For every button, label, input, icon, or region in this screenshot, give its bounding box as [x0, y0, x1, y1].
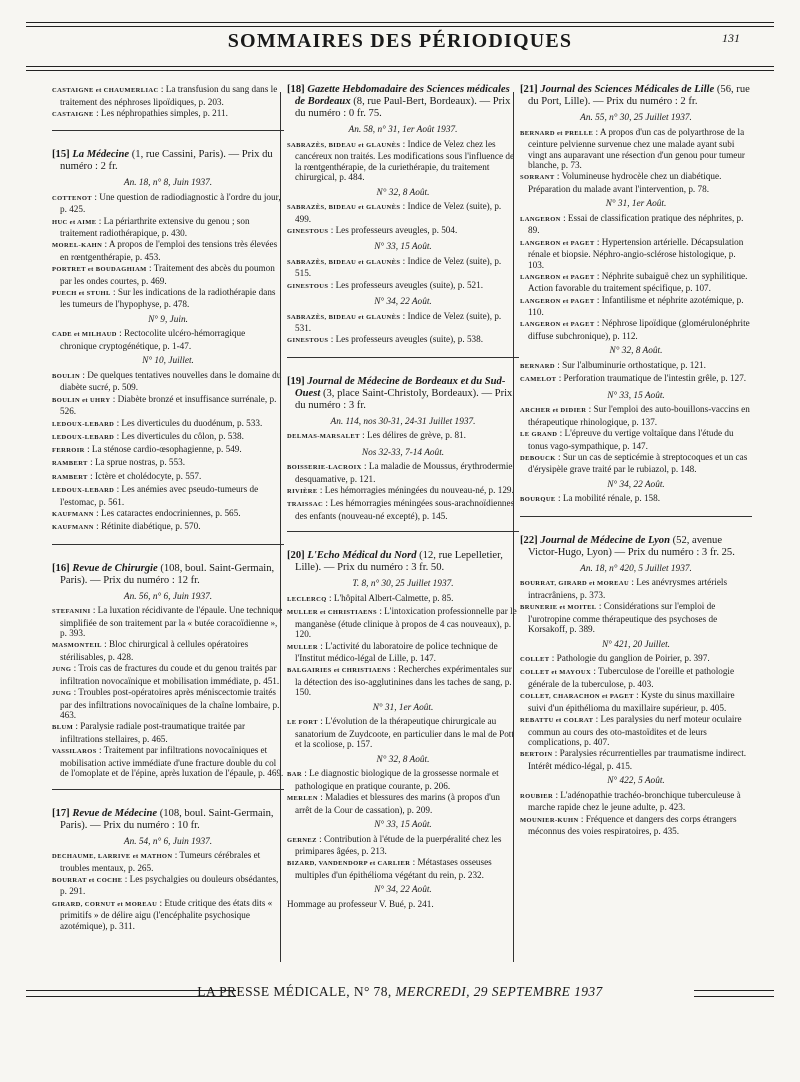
periodical-number: [22] [520, 534, 538, 546]
article-authors: CASTAIGNE et CHAUMERLIAC [52, 87, 159, 94]
column-3 [520, 84, 752, 974]
article-authors: BOULIN [52, 372, 81, 380]
article-title: : La luxation récidivante de l'épaule. Une technique simplifiée de son traitement par la « butée coracoïdienne », p. 393. [60, 605, 283, 639]
article-entry [520, 714, 752, 748]
article-entry [52, 192, 284, 215]
article-authors: MASMONTEIL [52, 642, 102, 650]
periodical-number: [21] [520, 84, 538, 95]
periodical-title: Revue de Chirurgie [72, 562, 158, 574]
article-title: : Sur les indications de la radiothérapie dans les tumeurs de l'hypophyse, p. 478. [60, 286, 276, 310]
issue-date: N° 9, Juin. [148, 314, 188, 325]
article-title: : Indice de Velez chez les cancéreux non traités. Les modifications sous l'influence de la rœntgenthérapie, de la curiethérapie, du traitement chirurgical, p. 484. [295, 138, 515, 182]
article-authors: LANGERON [520, 215, 561, 223]
article-entry [287, 834, 519, 857]
periodical-number: [16] [52, 562, 70, 574]
article-authors: SABRAZÈS, BIDEAU et GLAUNÈS [287, 313, 401, 321]
issue-date: An. 55, n° 30, 25 Juillet 1937. [580, 113, 692, 123]
header-rule-bottom-2 [26, 70, 774, 71]
article-authors: BERNARD et PRELLE [520, 129, 594, 137]
article-entry [520, 237, 752, 271]
article-entry [52, 874, 284, 897]
article-authors: BOURRAT, GIRARD et MOREAU [520, 580, 630, 588]
article-entry [52, 239, 284, 262]
article-entry [287, 225, 519, 238]
article-title: : L'épreuve du vertige voltaïque dans l'étude du tonus vago-sympathique, p. 147. [528, 428, 734, 451]
article-authors: RIVIÈRE [287, 488, 318, 496]
article-entry [287, 311, 519, 334]
article-authors: SABRAZÈS, BIDEAU et GLAUNÈS [287, 258, 401, 266]
article-authors: LANGERON et PAGET [520, 321, 595, 329]
section-gap [52, 790, 284, 808]
issue-date: An. 18, n° 8, Juin 1937. [123, 178, 213, 189]
periodical-details: (1, rue Cassini, Paris). — Prix du numéro : 2 fr. [60, 149, 273, 173]
article-entry [287, 593, 519, 606]
article-authors: GINESTOUS [287, 227, 329, 235]
article-authors: GINESTOUS [287, 282, 329, 290]
issue-date: N° 10, Juillet. [142, 356, 194, 367]
article-entry [287, 201, 519, 224]
article-entry [52, 850, 284, 873]
periodical-heading [287, 376, 519, 412]
article-authors: BRUNERIE et MOITEL [520, 604, 597, 612]
periodical-details: (3, place Saint-Christoly, Bordeaux). — Prix du numéro : 3 fr. [295, 387, 513, 411]
article-authors: BOURRAT et COCHE [52, 876, 123, 884]
periodical-title: Journal de Médecine de Lyon [540, 534, 670, 546]
article-authors: CASTAIGNE [52, 110, 94, 118]
periodical-number: [15] [52, 149, 70, 161]
article-authors: BERTOIN [520, 751, 553, 759]
article-title: : Ictère et cholédocyte, p. 557. [90, 470, 202, 481]
footer-rule-right [694, 990, 774, 991]
issue-date: N° 32, 8 Août. [376, 754, 430, 765]
article-title: : Indice de Velez (suite), p. 499. [295, 201, 502, 224]
article-title: : L'activité du laboratoire de police technique de l'Institut médico-légal de Lille, p. 147. [295, 640, 498, 664]
article-authors: COTTENOT [52, 194, 93, 202]
column-1 [52, 84, 284, 974]
article-authors: BALGAIRIES et CHRISTIAENS [287, 667, 391, 675]
article-entry [520, 690, 752, 713]
article-authors: LE FORT [287, 719, 318, 727]
section-gap [52, 131, 284, 149]
article-entry [52, 508, 284, 521]
article-entry [520, 814, 752, 837]
article-title: : Les paralysies du nerf moteur oculaire commun au cours des oto-mastoïdites et de leurs complications, p. 407. [528, 714, 742, 748]
article-title: Hommage au professeur V. Bué, p. 241. [287, 898, 434, 909]
article-entry [520, 428, 752, 451]
section-gap [287, 358, 519, 376]
article-title: : Paralysies récurrentielles par traumatisme indirect. Intérêt médico-légal, p. 415. [528, 748, 747, 771]
article-title: : Rétinite diabétique, p. 570. [96, 521, 201, 532]
article-title: : Diabète bronzé et insuffisance surrénale, p. 526. [60, 393, 277, 417]
article-title: : Les anévrysmes artériels intracrâniens, p. 373. [528, 577, 728, 600]
article-entry [287, 280, 519, 293]
article-entry [520, 373, 752, 386]
article-authors: RAMBERT [52, 473, 88, 481]
issue-date: N° 33, 15 Août. [374, 820, 432, 831]
article-title: : Les diverticules du côlon, p. 538. [116, 430, 244, 441]
article-entry [52, 418, 284, 431]
article-authors: FERROIR [52, 447, 85, 455]
article-title: : Les néphropathies simples, p. 211. [96, 107, 228, 118]
article-entry [52, 108, 284, 121]
footer-rule-right-2 [694, 996, 774, 997]
article-entry [287, 430, 519, 443]
issue-date: An. 54, n° 6, Juin 1937. [123, 836, 213, 847]
issue-date: An. 114, nos 30-31, 24-31 Juillet 1937. [330, 416, 476, 427]
article-entry [520, 360, 752, 373]
article-title: : Traitement des abcès du poumon par les ondes courtes, p. 469. [60, 263, 275, 286]
article-title: : Sur l'albuminurie orthostatique, p. 121. [557, 359, 706, 370]
article-entry [52, 394, 284, 417]
article-title: : Recherches expérimentales sur la détection des iso-agglutinines dans les taches de sang, p. 150. [295, 664, 512, 698]
article-title: : La sténose cardio-œsophagienne, p. 549. [87, 444, 242, 455]
periodical-title: L'Echo Médical du Nord [307, 550, 417, 562]
article-title: : L'adénopathie trachéo-bronchique tuberculeuse à marche rapide chez le jeune adulte, p. 423. [528, 789, 741, 813]
article-entry [52, 370, 284, 393]
article-entry [52, 484, 284, 507]
article-entry [520, 493, 752, 506]
article-entry [52, 328, 284, 351]
article-authors: BOULIN et UHRY [52, 396, 111, 404]
periodical-heading [52, 808, 284, 832]
article-authors: COLLET et MAYOUX [520, 669, 592, 677]
article-title: : Maladies et blessures des marins (à propos d'un arrêt de la Cour de cassation), p. 209. [295, 792, 500, 815]
article-title: : Perforation traumatique de l'intestin grêle, p. 127. [558, 373, 747, 384]
article-title: : A propos de l'emploi des tensions très élevées en rœntgenthérapie, p. 453. [60, 239, 278, 262]
article-entry [52, 471, 284, 484]
periodical-title: Revue de Médecine [72, 807, 158, 819]
article-title: : Contribution à l'étude de la puerpéralité chez les primipares âgées, p. 213. [295, 833, 502, 857]
article-entry [287, 256, 519, 279]
article-authors: LECLERCQ [287, 595, 327, 603]
header-rule-bottom [26, 66, 774, 67]
article-title: : Etude critique des états dits « primitifs » de délire aigu (l'encéphalite psychosique azotémique), p. 311. [60, 897, 273, 931]
footer-journal: LA PRESSE MÉDICALE, [197, 984, 351, 999]
issue-date: N° 33, 15 Août. [374, 242, 432, 253]
periodical-details: (56, rue du Port, Lille). — Prix du numéro : 2 fr. [528, 84, 750, 107]
article-title: : Traitement par infiltrations novocaïniques et mobilisation active immédiate d'une fracture double du col de l'omoplate et de l'épine, après luxation de l'épaule, p. 469. [60, 745, 284, 779]
issue-date: N° 422, 5 Août. [607, 776, 665, 787]
periodical-heading [52, 149, 284, 173]
article-title: : Volumineuse hydrocèle chez un diabétique. Préparation du malade avant l'intervention, p. 78. [528, 171, 722, 194]
periodical-heading [287, 550, 519, 574]
article-title: : La maladie de Moussus, érythrodermie desquamative, p. 121. [295, 461, 513, 484]
article-authors: GERNEZ [287, 836, 317, 844]
article-authors: JUNG [52, 666, 72, 674]
page-footer [26, 984, 774, 1008]
article-title: : Considérations sur l'emploi de l'urotropine comme thérapeutique des psychoses de Korsakoff, p. 389. [528, 601, 718, 635]
page-number: 131 [722, 31, 740, 45]
article-title: : Néphrite subaiguë chez un syphilitique. Action favorable du traitement spécifique, p. 107. [528, 270, 748, 294]
article-entry [52, 721, 284, 744]
issue-date: Nos 32-33, 7-14 Août. [361, 447, 445, 458]
article-title: : Néphrose lipoïdique (glomérulonéphrite diffuse subchronique), p. 112. [528, 318, 750, 341]
article-entry [520, 213, 752, 236]
periodical-title: Journal de Médecine de Bordeaux et du Sud-Ouest [295, 375, 506, 399]
article-title: : La transfusion du sang dans le traitement des néphroses lipoïdiques, p. 203. [60, 84, 278, 107]
article-title: : Paralysie radiale post-traumatique traitée par infiltrations stellaires, p. 465. [60, 721, 246, 744]
article-title: : Trois cas de fractures du coude et du genou traités par infiltration novocaïnique et mobilisation immédiate, p. 451. [60, 663, 280, 686]
article-authors: SABRAZÈS, BIDEAU et GLAUNÈS [287, 204, 401, 211]
article-authors: GIRARD, CORNUT et MOREAU [52, 900, 158, 908]
article-entry [52, 687, 284, 721]
issue-date: An. 18, n° 420, 5 Juillet 1937. [580, 563, 692, 574]
article-authors: BOISSERIE-LACROIX [287, 464, 362, 472]
article-entry [287, 792, 519, 815]
article-entry [287, 139, 519, 183]
article-authors: GINESTOUS [287, 337, 329, 345]
periodical-details: (108, boul. Saint-Germain, Paris). — Prix du numéro : 12 fr. [60, 562, 275, 586]
periodical-number: [19] [287, 375, 305, 387]
article-entry [520, 271, 752, 294]
article-authors: MULLER et CHRISTIAENS [287, 609, 378, 617]
article-entry [52, 639, 284, 662]
article-title: : Les professeurs aveugles, p. 504. [330, 224, 458, 235]
article-entry [520, 127, 752, 171]
article-entry [52, 663, 284, 686]
article-authors: PUECH et STUHL [52, 289, 111, 297]
article-entry [520, 404, 752, 427]
article-entry [520, 653, 752, 666]
article-authors: RAMBERT [52, 460, 88, 468]
article-title: : La sprue nostras, p. 553. [90, 457, 186, 468]
article-entry [520, 452, 752, 475]
article-entry [52, 431, 284, 444]
issue-date: N° 34, 22 Août. [607, 479, 665, 490]
issue-date: N° 34, 22 Août. [374, 885, 432, 896]
article-title: : Hypertension artérielle. Décapsulation rénale et biopsie. Néphro-angio-sclérose histologique, p. 103. [528, 236, 744, 270]
article-authors: COLLET [520, 656, 550, 664]
article-authors: MOUNIER-KUHN [520, 816, 579, 824]
article-entry [52, 745, 284, 779]
issue-date: N° 421, 20 Juillet. [601, 639, 670, 650]
article-entry [287, 664, 519, 698]
article-authors: BAR [287, 771, 302, 779]
article-title: : L'hôpital Albert-Calmette, p. 85. [328, 592, 454, 603]
article-title: : Infantilisme et néphrite azotémique, p. 110. [528, 294, 744, 318]
article-title: : A propos d'un cas de polyarthrose de la ceinture pelvienne survenue chez une malade ayant subi vingt ans auparavant une résection d'un genou pour tumeur blanche, p. 73. [528, 126, 745, 170]
article-authors: STEFANINI [52, 608, 91, 616]
article-title: : Une question de radiodiagnostic à l'ordre du jour, p. 425. [60, 191, 281, 215]
article-entry [52, 444, 284, 457]
article-title: : Les délires de grève, p. 81. [362, 430, 466, 441]
article-authors: KAUFMANN [52, 510, 94, 518]
article-entry [520, 666, 752, 689]
article-entry [287, 899, 519, 910]
periodical-details: (108, boul. Saint-Germain, Paris). — Prix du numéro : 10 fr. [60, 807, 274, 831]
periodical-heading [520, 535, 752, 559]
article-entry [287, 716, 519, 750]
column-divider-1 [280, 92, 281, 962]
footer-issue: N° 78, [353, 984, 392, 999]
article-authors: LANGERON et PAGET [520, 297, 595, 305]
section-gap [287, 532, 519, 550]
article-entry [287, 485, 519, 498]
article-entry [52, 216, 284, 239]
article-title: : De quelques tentatives nouvelles dans le domaine du diabète sucré, p. 509. [60, 369, 282, 393]
article-authors: LEDOUX-LEBARD [52, 420, 115, 428]
footer-text [26, 984, 774, 1000]
article-title: : Le diagnostic biologique de la grossesse normale et pathologique en pratique courante, p. 206. [295, 768, 499, 791]
article-title: : Troubles post-opératoires après méniscectomie traités par des infiltrations novocaïniques de la chaîne lombaire, p. 463. [60, 687, 280, 721]
periodical-title: Gazette Hebdomadaire des Sciences médicales de Bordeaux [295, 84, 510, 107]
periodical-details: (8, rue Paul-Bert, Bordeaux). — Prix du numéro : 0 fr. 75. [295, 96, 511, 119]
article-entry [520, 748, 752, 771]
article-entry [52, 898, 284, 932]
article-entry [520, 295, 752, 318]
page-title: SOMMAIRES DES PÉRIODIQUES [227, 30, 573, 52]
article-authors: LEDOUX-LEBARD [52, 433, 115, 441]
article-title: : Bloc chirurgical à cellules opératoires stérilisables, p. 428. [60, 639, 249, 662]
article-entry [520, 601, 752, 635]
article-authors: COLLET, CHARACHON et PAGET [520, 693, 634, 701]
article-authors: DELMAS-MARSALET [287, 433, 360, 441]
article-title: : Les diverticules du duodénum, p. 533. [116, 417, 263, 428]
article-title: : La périarthrite extensive du genou ; son traitement radiothérapique, p. 430. [60, 215, 250, 239]
article-title: : La mobilité rénale, p. 158. [557, 493, 661, 504]
article-title: : L'intoxication professionnelle par le manganèse (étude clinique à propos de 4 cas nouveaux), p. 120. [295, 606, 517, 640]
article-title: : Sur l'emploi des auto-bouillons-vaccins en thérapeutique rhinologique, p. 137. [528, 404, 750, 427]
header-rule-top [26, 22, 774, 23]
article-authors: MERLEN [287, 795, 318, 803]
article-entry [52, 287, 284, 310]
article-entry [52, 605, 284, 639]
article-authors: BLUM [52, 724, 74, 732]
footer-date: MERCREDI, 29 SEPTEMBRE 1937 [395, 984, 603, 999]
periodical-number: [20] [287, 550, 305, 562]
article-authors: CADE et MILHAUD [52, 331, 117, 339]
article-authors: SORRANT [520, 174, 555, 182]
article-authors: LANGERON et PAGET [520, 273, 595, 281]
issue-date: T. 8, n° 30, 25 Juillet 1937. [352, 579, 454, 590]
article-authors: DECHAUME, LARRIVE et MATHON [52, 853, 173, 861]
article-authors: ROUBIER [520, 792, 554, 800]
article-entry [287, 641, 519, 664]
periodical-heading [52, 563, 284, 587]
article-entry [287, 498, 519, 521]
article-entry [520, 318, 752, 341]
article-authors: MULLER [287, 643, 318, 651]
periodical-title: Journal des Sciences Médicales de Lille [540, 84, 715, 95]
periodical-heading [287, 84, 519, 120]
periodical-title: La Médecine [72, 149, 130, 161]
issue-date: N° 33, 15 Août. [607, 390, 665, 401]
article-authors: MOREL-KAHN [52, 242, 103, 250]
periodical-number: [17] [52, 807, 70, 819]
article-title: : Rectocolite ulcéro-hémorragique chronique cryptogénétique, p. 1-47. [60, 328, 246, 351]
section-gap [52, 545, 284, 563]
article-title: : Les professeurs aveugles (suite), p. 521. [330, 279, 484, 290]
article-authors: DEBOUCK [520, 454, 556, 462]
article-title: : Les hémorragies méningées du nouveau-né, p. 129. [319, 485, 514, 496]
article-authors: REBATTU et COLRAT [520, 717, 594, 725]
section-gap [520, 517, 752, 535]
issue-date: N° 32, 8 Août. [609, 346, 663, 357]
article-title: : Les psychalgies ou douleurs obsédantes, p. 291. [60, 873, 279, 897]
article-title: : Les cataractes endocriniennes, p. 565. [96, 507, 241, 518]
issue-date: N° 34, 22 Août. [374, 297, 432, 308]
article-title: : Les hémorragies méningées sous-arachnoïdiennes des enfants (nouveau-né excepté), p. 145. [295, 498, 515, 521]
periodical-details: (52, avenue Victor-Hugo, Lyon) — Prix du numéro : 3 fr. 25. [528, 534, 735, 558]
article-authors: JUNG [52, 690, 72, 698]
article-authors: TRAISSAC [287, 501, 324, 509]
article-title: : Les professeurs aveugles (suite), p. 538. [330, 334, 484, 345]
article-entry [287, 768, 519, 791]
article-authors: VASSILAROS [52, 748, 97, 756]
article-title: : Sur un cas de septicémie à streptocoques et un cas d'érysipèle grave traité par le rubiazol, p. 148. [528, 451, 748, 475]
article-authors: LANGERON et PAGET [520, 239, 595, 247]
issue-date: An. 56, n° 6, Juin 1937. [123, 591, 213, 602]
article-entry [52, 263, 284, 286]
article-title: : Tuberculose de l'oreille et pathologie générale de la tuberculose, p. 403. [528, 666, 735, 689]
article-authors: PORTRET et BOUDAGHIAM [52, 266, 147, 274]
article-authors: BIZARD, VANDENDORP et CARLIER [287, 860, 411, 868]
article-entry [520, 577, 752, 600]
article-authors: LEDOUX-LEBARD [52, 487, 115, 495]
periodical-heading [520, 84, 752, 108]
article-title: : Kyste du sinus maxillaire suivi d'un épithélioma du maxillaire supérieur, p. 405. [528, 690, 735, 713]
issue-date: N° 31, 1er Août. [605, 199, 667, 210]
article-authors: HUC et AIME [52, 218, 97, 226]
article-title: : Pathologie du ganglion de Poirier, p. 397. [551, 653, 710, 664]
article-entry [287, 461, 519, 484]
article-authors: ARCHER et DIDIER [520, 407, 587, 415]
article-title: : Tumeurs cérébrales et troubles mentaux, p. 265. [60, 850, 261, 873]
issue-date: An. 58, n° 31, 1er Août 1937. [348, 125, 458, 135]
article-entry [287, 606, 519, 640]
article-authors: CAMELOT [520, 376, 557, 384]
article-authors: LE GRAND [520, 431, 558, 439]
article-authors: BERNARD [520, 362, 555, 370]
periodical-number: [18] [287, 84, 305, 95]
periodical-details: (12, rue Lepelletier, Lille). — Prix du numéro : 3 fr. 50. [295, 550, 503, 574]
article-entry [52, 521, 284, 534]
page-header [0, 26, 800, 66]
article-title: : Les anémies avec pseudo-tumeurs de l'estomac, p. 561. [60, 484, 259, 507]
column-divider-2 [513, 92, 514, 962]
article-title: : Indice de Velez (suite), p. 531. [295, 310, 502, 334]
article-title: : Indice de Velez (suite), p. 515. [295, 255, 502, 279]
article-title: : Métastases osseuses multiples d'un épithélioma végétant du rein, p. 232. [295, 857, 492, 880]
article-title: : Essai de classification pratique des néphrites, p. 89. [528, 212, 744, 236]
column-2 [287, 84, 519, 974]
article-authors: SABRAZÈS, BIDEAU et GLAUNÈS [287, 141, 401, 149]
issue-date: N° 31, 1er Août. [372, 702, 434, 713]
article-authors: KAUFMANN [52, 524, 94, 532]
article-entry [287, 857, 519, 880]
article-entry [287, 334, 519, 347]
article-authors: BOURQUE [520, 496, 556, 504]
article-title: : L'évolution de la thérapeutique chirurgicale au sanatorium de Zuydcoote, en particulier dans le mal de Pott et la scoliose, p. 157. [295, 716, 514, 750]
article-entry [52, 457, 284, 470]
article-title: : Fréquence et dangers des corps étrangers méconnus des voies respiratoires, p. 435. [528, 813, 737, 837]
issue-date: N° 32, 8 Août. [376, 187, 430, 198]
article-entry [520, 790, 752, 813]
article-entry [52, 84, 284, 107]
article-entry [520, 171, 752, 194]
